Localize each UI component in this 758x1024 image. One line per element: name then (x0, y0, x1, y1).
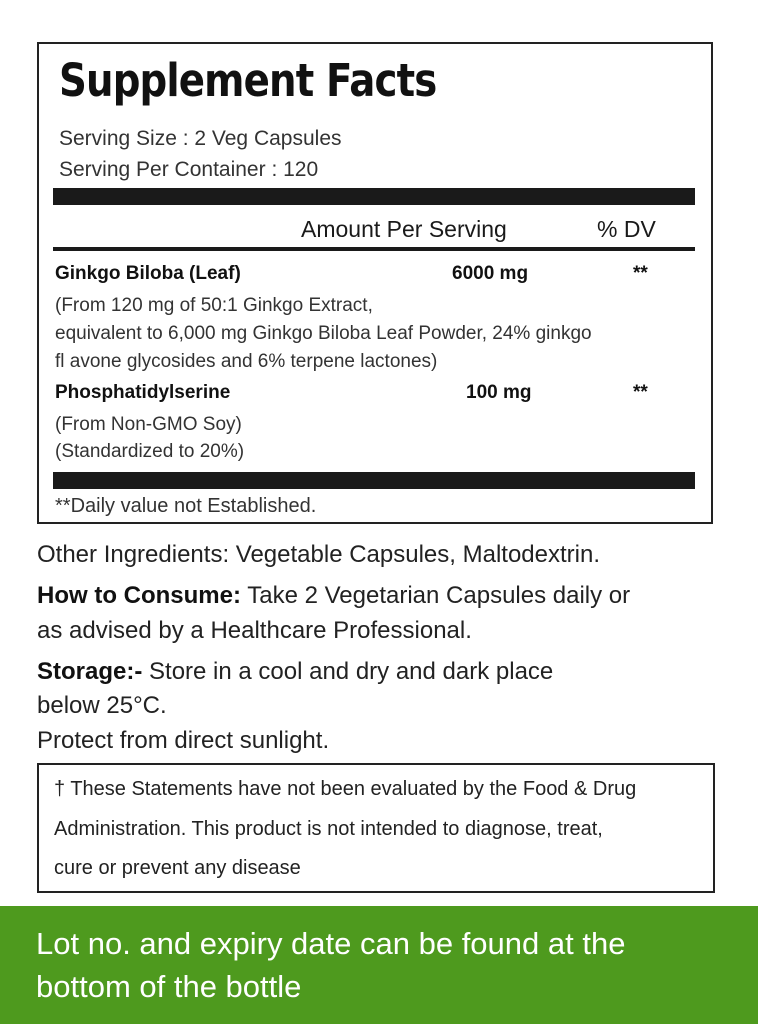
other-ingredients: Other Ingredients: Vegetable Capsules, Maltodextrin. (37, 541, 600, 568)
divider-thin (53, 247, 695, 251)
disclaimer-line: cure or prevent any disease (54, 857, 301, 879)
storage-text: Store in a cool and dry and dark place (142, 658, 554, 685)
storage (37, 660, 553, 684)
storage-sunlight-note: Protect from direct sunlight. (37, 727, 330, 754)
how-to-consume-continued: as advised by a Healthcare Professional. (37, 617, 472, 644)
ingredient-detail: fl avone glycosides and 6% terpene lactones) (55, 351, 438, 372)
header-daily-value: % DV (597, 216, 656, 242)
how-to-consume-text: Take 2 Vegetarian Capsules daily or (241, 582, 631, 609)
how-to-consume-label: How to Consume: (37, 582, 241, 609)
ingredient-detail: (Standardized to 20%) (55, 441, 245, 462)
fda-disclaimer-box (37, 763, 715, 893)
daily-value-footnote: **Daily value not Established. (55, 495, 317, 517)
supplement-facts-panel (37, 42, 713, 524)
facts-title: Supplement Facts (59, 54, 437, 107)
ingredient-detail: (From 120 mg of 50:1 Ginkgo Extract, (55, 295, 373, 316)
ingredient-detail: equivalent to 6,000 mg Ginkgo Biloba Leaf Powder, 24% ginkgo (55, 323, 592, 344)
servings-per-container: Serving Per Container : 120 (59, 158, 319, 181)
ingredient-amount: 6000 mg (452, 263, 529, 284)
ingredient-name: Ginkgo Biloba (Leaf) (55, 263, 241, 284)
storage-label: Storage:- (37, 658, 143, 685)
divider-thick-bottom (53, 472, 695, 489)
ingredient-name: Phosphatidylserine (55, 382, 231, 403)
storage-continued: below 25°C. (37, 692, 167, 719)
disclaimer-line: Administration. This product is not intended to diagnose, treat, (54, 818, 603, 840)
header-amount-per-serving: Amount Per Serving (301, 216, 507, 242)
how-to-consume (37, 584, 630, 608)
ingredient-amount: 100 mg (466, 382, 532, 403)
disclaimer-line: † These Statements have not been evaluated by the Food & Drug (54, 778, 637, 800)
serving-size: Serving Size : 2 Veg Capsules (59, 127, 342, 150)
ingredient-dv: ** (633, 263, 648, 284)
lot-expiry-banner (0, 906, 758, 1024)
ingredient-dv: ** (633, 382, 648, 403)
banner-line: bottom of the bottle (36, 969, 302, 1004)
ingredient-detail: (From Non-GMO Soy) (55, 414, 242, 435)
banner-line: Lot no. and expiry date can be found at the (36, 926, 626, 961)
divider-thick-top (53, 188, 695, 205)
